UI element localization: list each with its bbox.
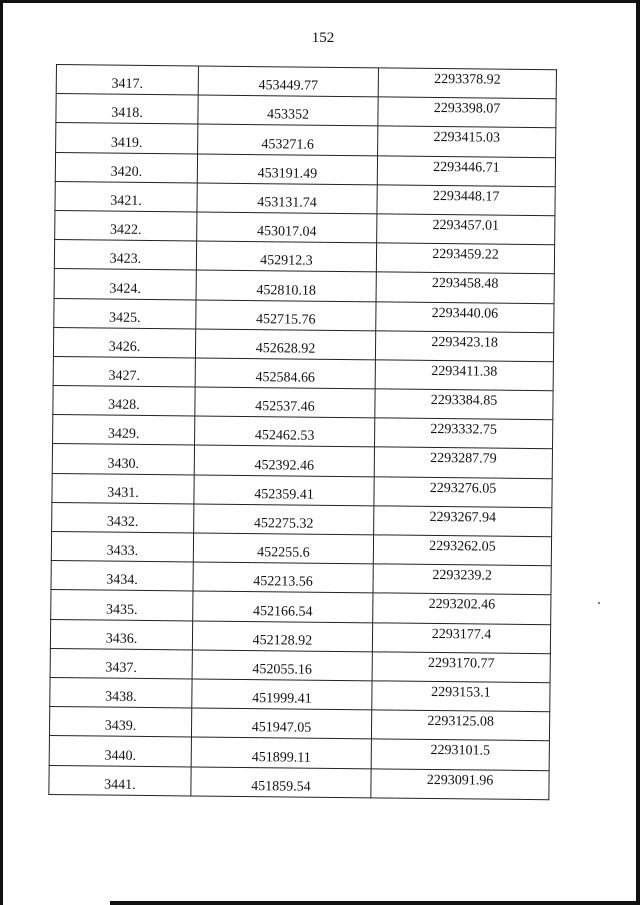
point-number-cell: 3424. (54, 269, 196, 300)
x-coordinate-cell: 452392.46 (194, 445, 374, 476)
y-coordinate-cell: 2293457.01 (377, 214, 555, 245)
y-coordinate-cell: 2293423.18 (375, 331, 553, 362)
y-coordinate-cell: 2293276.05 (374, 476, 552, 507)
x-coordinate-cell: 452255.6 (193, 533, 373, 564)
y-coordinate-cell: 2293458.48 (376, 272, 554, 303)
x-coordinate-cell: 452912.3 (196, 241, 376, 272)
y-coordinate-cell: 2293091.96 (371, 768, 549, 799)
point-number-cell: 3429. (53, 415, 195, 446)
x-coordinate-cell: 451899.11 (191, 737, 371, 768)
x-coordinate-cell: 453352 (198, 95, 378, 126)
y-coordinate-cell: 2293125.08 (371, 710, 549, 741)
x-coordinate-cell: 452213.56 (193, 562, 373, 593)
x-coordinate-cell: 453017.04 (197, 212, 377, 243)
y-coordinate-cell: 2293177.4 (372, 622, 550, 653)
page-number: 152 (311, 30, 335, 46)
y-coordinate-cell: 2293153.1 (372, 681, 550, 712)
y-coordinate-cell: 2293202.46 (373, 593, 551, 624)
x-coordinate-cell: 452166.54 (193, 591, 373, 622)
point-number-cell: 3434. (51, 561, 193, 592)
y-coordinate-cell: 2293459.22 (376, 243, 554, 274)
x-coordinate-cell: 452055.16 (192, 650, 372, 681)
y-coordinate-cell: 2293378.92 (378, 68, 556, 99)
x-coordinate-cell: 452537.46 (195, 387, 375, 418)
x-coordinate-cell: 453271.6 (198, 124, 378, 155)
point-number-cell: 3432. (52, 502, 194, 533)
x-coordinate-cell: 451999.41 (192, 679, 372, 710)
x-coordinate-cell: 453191.49 (197, 154, 377, 185)
y-coordinate-cell: 2293239.2 (373, 564, 551, 595)
y-coordinate-cell: 2293384.85 (375, 389, 553, 420)
point-number-cell: 3435. (51, 590, 193, 621)
coordinates-table (48, 64, 557, 800)
point-number-cell: 3420. (55, 152, 197, 183)
x-coordinate-cell: 452810.18 (196, 270, 376, 301)
point-number-cell: 3425. (54, 298, 196, 329)
point-number-cell: 3433. (51, 531, 193, 562)
y-coordinate-cell: 2293398.07 (378, 97, 556, 128)
y-coordinate-cell: 2293170.77 (372, 652, 550, 683)
x-coordinate-cell: 453131.74 (197, 183, 377, 214)
scan-edge-right (636, 0, 640, 905)
x-coordinate-cell: 451859.54 (191, 766, 371, 797)
point-number-cell: 3417. (56, 65, 198, 96)
point-number-cell: 3427. (53, 356, 195, 387)
y-coordinate-cell: 2293101.5 (371, 739, 549, 770)
point-number-cell: 3430. (52, 444, 194, 475)
x-coordinate-cell: 452128.92 (192, 621, 372, 652)
x-coordinate-cell: 451947.05 (191, 708, 371, 739)
y-coordinate-cell: 2293446.71 (377, 155, 555, 186)
point-number-cell: 3426. (53, 327, 195, 358)
y-coordinate-cell: 2293332.75 (375, 418, 553, 449)
coordinates-table-wrapper (48, 64, 556, 800)
y-coordinate-cell: 2293440.06 (376, 301, 554, 332)
point-number-cell: 3439. (49, 707, 191, 738)
point-number-cell: 3419. (56, 123, 198, 154)
point-number-cell: 3437. (50, 648, 192, 679)
y-coordinate-cell: 2293287.79 (374, 447, 552, 478)
y-coordinate-cell: 2293411.38 (375, 360, 553, 391)
point-number-cell: 3440. (49, 736, 191, 767)
y-coordinate-cell: 2293267.94 (374, 506, 552, 537)
x-coordinate-cell: 452628.92 (195, 329, 375, 360)
x-coordinate-cell: 453449.77 (198, 66, 378, 97)
point-number-cell: 3441. (49, 765, 191, 796)
scan-edge-bottom (110, 901, 640, 905)
x-coordinate-cell: 452275.32 (194, 504, 374, 535)
point-number-cell: 3423. (54, 240, 196, 271)
point-number-cell: 3431. (52, 473, 194, 504)
scan-speck (598, 602, 600, 604)
x-coordinate-cell: 452359.41 (194, 475, 374, 506)
x-coordinate-cell: 452462.53 (195, 416, 375, 447)
table-row (49, 765, 549, 799)
point-number-cell: 3438. (50, 677, 192, 708)
y-coordinate-cell: 2293415.03 (378, 126, 556, 157)
y-coordinate-cell: 2293262.05 (373, 535, 551, 566)
point-number-cell: 3421. (55, 181, 197, 212)
x-coordinate-cell: 452584.66 (195, 358, 375, 389)
point-number-cell: 3428. (53, 386, 195, 417)
table-body (49, 65, 557, 800)
point-number-cell: 3422. (55, 210, 197, 241)
y-coordinate-cell: 2293448.17 (377, 185, 555, 216)
point-number-cell: 3418. (56, 94, 198, 125)
point-number-cell: 3436. (50, 619, 192, 650)
x-coordinate-cell: 452715.76 (196, 299, 376, 330)
